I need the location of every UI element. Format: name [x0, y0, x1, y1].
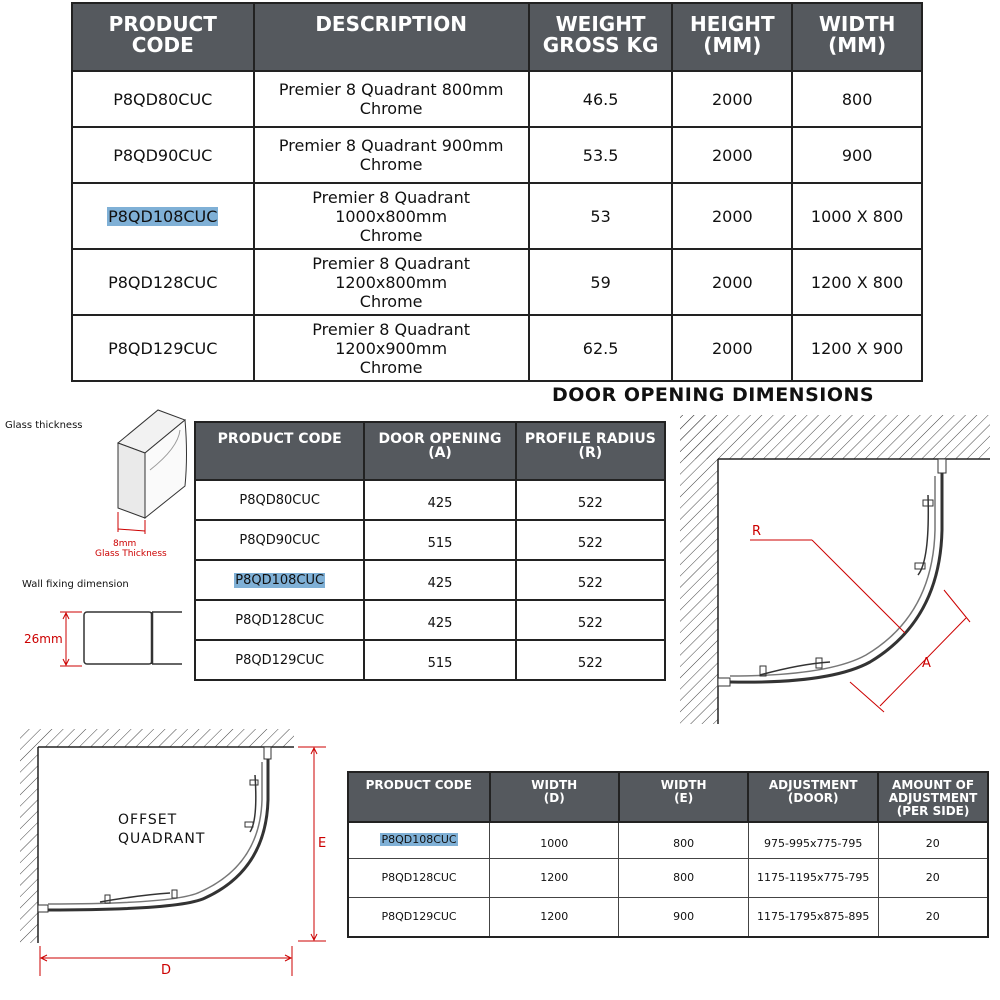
description-line: Premier 8 Quadrant 1000x800mm: [312, 187, 471, 226]
header-width-d-text: WIDTH: [531, 778, 578, 792]
header-profile-radius: [516, 422, 665, 480]
table-row: [195, 520, 665, 560]
height: 2000: [672, 315, 792, 381]
weight: 46.5: [529, 71, 673, 127]
weight: 53.5: [529, 127, 673, 183]
header-width-e-symbol: (E): [674, 791, 694, 805]
description-line: Premier 8 Quadrant 900mm: [278, 136, 504, 155]
description-finish: Chrome: [359, 357, 423, 377]
product-code: P8QD90CUC: [195, 520, 364, 560]
header-width: WIDTH (MM): [792, 3, 922, 71]
amount: 20: [878, 822, 988, 858]
quadrant-label: QUADRANT: [118, 831, 206, 847]
profile-radius: 522: [516, 600, 665, 640]
height: 2000: [672, 249, 792, 315]
width: 1200 X 900: [792, 315, 922, 381]
description-finish: Chrome: [359, 225, 423, 245]
product-code: P8QD128CUC: [195, 600, 364, 640]
height: 2000: [672, 127, 792, 183]
product-code: P8QD80CUC: [195, 480, 364, 520]
product-code: [348, 822, 490, 858]
table-header-row: [195, 422, 665, 480]
product-code: [195, 560, 364, 600]
offset-adjustment-table: [347, 771, 989, 938]
table-row: [195, 560, 665, 600]
radius-label: R: [752, 524, 762, 539]
wall-fixing-icon: [60, 612, 182, 666]
offset-quadrant-diagram: [20, 729, 326, 976]
adjustment: 1175-1795x875-895: [748, 897, 878, 937]
width-e: 800: [619, 858, 748, 897]
door-opening-title: DOOR OPENING DIMENSIONS: [552, 384, 875, 406]
door-opening: 425: [364, 600, 515, 640]
description-finish: Chrome: [359, 155, 423, 174]
height: 2000: [672, 71, 792, 127]
weight: 62.5: [529, 315, 673, 381]
profile-radius: 522: [516, 640, 665, 680]
width-e-label: E: [318, 836, 327, 851]
header-adjustment: [748, 772, 878, 822]
header-door-opening: [364, 422, 515, 480]
product-code: P8QD129CUC: [348, 897, 490, 937]
header-adjustment-door: (DOOR): [787, 791, 839, 805]
weight: 53: [529, 183, 673, 249]
header-width-e: [619, 772, 748, 822]
highlighted-product-code: P8QD108CUC: [108, 206, 218, 226]
height: 2000: [672, 183, 792, 249]
door-opening: 515: [364, 640, 515, 680]
profile-radius: 522: [516, 480, 665, 520]
table-header-row: [348, 772, 988, 822]
header-product-code: PRODUCT CODE: [195, 422, 364, 480]
product-code: P8QD129CUC: [72, 315, 254, 381]
width-d: 1000: [490, 822, 619, 858]
wall-fixing-label: Wall fixing dimension: [22, 579, 129, 590]
header-width-d: [490, 772, 619, 822]
description-finish: Chrome: [359, 291, 423, 311]
adjustment: 975-995x775-795: [748, 822, 878, 858]
product-code: P8QD90CUC: [72, 127, 254, 183]
glass-thickness-value: 8mm: [113, 539, 137, 549]
profile-radius: 522: [516, 560, 665, 600]
product-code: P8QD80CUC: [72, 71, 254, 127]
table-row: [195, 480, 665, 520]
description-line: Premier 8 Quadrant 1200x800mm: [312, 253, 471, 292]
table-row: [195, 640, 665, 680]
door-opening: 425: [364, 480, 515, 520]
wall-fixing-value: 26mm: [24, 632, 63, 646]
offset-label: OFFSET: [118, 812, 178, 828]
width-e: 900: [619, 897, 748, 937]
width: 1000 X 800: [792, 183, 922, 249]
header-adjustment-text: ADJUSTMENT: [768, 778, 858, 792]
product-code: P8QD129CUC: [195, 640, 364, 680]
door-opening-label: A: [922, 656, 931, 671]
table-row: [348, 822, 988, 858]
header-product-code: PRODUCT CODE: [348, 772, 490, 822]
header-amount: [878, 772, 988, 822]
highlighted-product-code: P8QD108CUC: [381, 833, 457, 846]
width: 900: [792, 127, 922, 183]
description-finish: Chrome: [359, 99, 423, 118]
header-door-opening-text: DOOR OPENING: [378, 431, 502, 447]
glass-thickness-label: Glass thickness: [5, 420, 83, 431]
width: 800: [792, 71, 922, 127]
amount: 20: [878, 897, 988, 937]
width: 1200 X 800: [792, 249, 922, 315]
weight: 59: [529, 249, 673, 315]
header-amount-line1: AMOUNT OF: [892, 778, 975, 792]
glass-thickness-caption: Glass Thickness: [95, 549, 167, 559]
width-d-label: D: [161, 963, 172, 978]
amount: 20: [878, 858, 988, 897]
header-amount-line3: (PER SIDE): [896, 804, 970, 818]
header-profile-radius-symbol: (R): [578, 445, 603, 461]
product-code: P8QD128CUC: [348, 858, 490, 897]
header-profile-radius-text: PROFILE RADIUS: [524, 431, 656, 447]
width-e: 800: [619, 822, 748, 858]
header-description: DESCRIPTION: [254, 3, 529, 71]
header-width-e-text: WIDTH: [660, 778, 707, 792]
description-line: Premier 8 Quadrant 800mm: [278, 80, 504, 99]
highlighted-product-code: P8QD108CUC: [235, 573, 325, 588]
door-opening: 515: [364, 520, 515, 560]
door-opening-table: [194, 421, 666, 681]
product-code: P8QD128CUC: [72, 249, 254, 315]
width-d: 1200: [490, 858, 619, 897]
header-door-opening-symbol: (A): [428, 445, 452, 461]
header-amount-line2: ADJUSTMENT: [888, 791, 978, 805]
table-row: [195, 600, 665, 640]
glass-thickness-icon: [118, 410, 187, 534]
description-line: Premier 8 Quadrant 1200x900mm: [312, 319, 471, 358]
header-width-d-symbol: (D): [543, 791, 565, 805]
table-row: [348, 858, 988, 897]
door-opening-diagram: [680, 415, 990, 724]
profile-radius: 522: [516, 520, 665, 560]
header-weight: WEIGHT GROSS KG: [529, 3, 673, 71]
header-height: HEIGHT (MM): [672, 3, 792, 71]
header-product-code: PRODUCT CODE: [72, 3, 254, 71]
adjustment: 1175-1195x775-795: [748, 858, 878, 897]
table-row: [348, 897, 988, 937]
width-d: 1200: [490, 897, 619, 937]
door-opening: 425: [364, 560, 515, 600]
